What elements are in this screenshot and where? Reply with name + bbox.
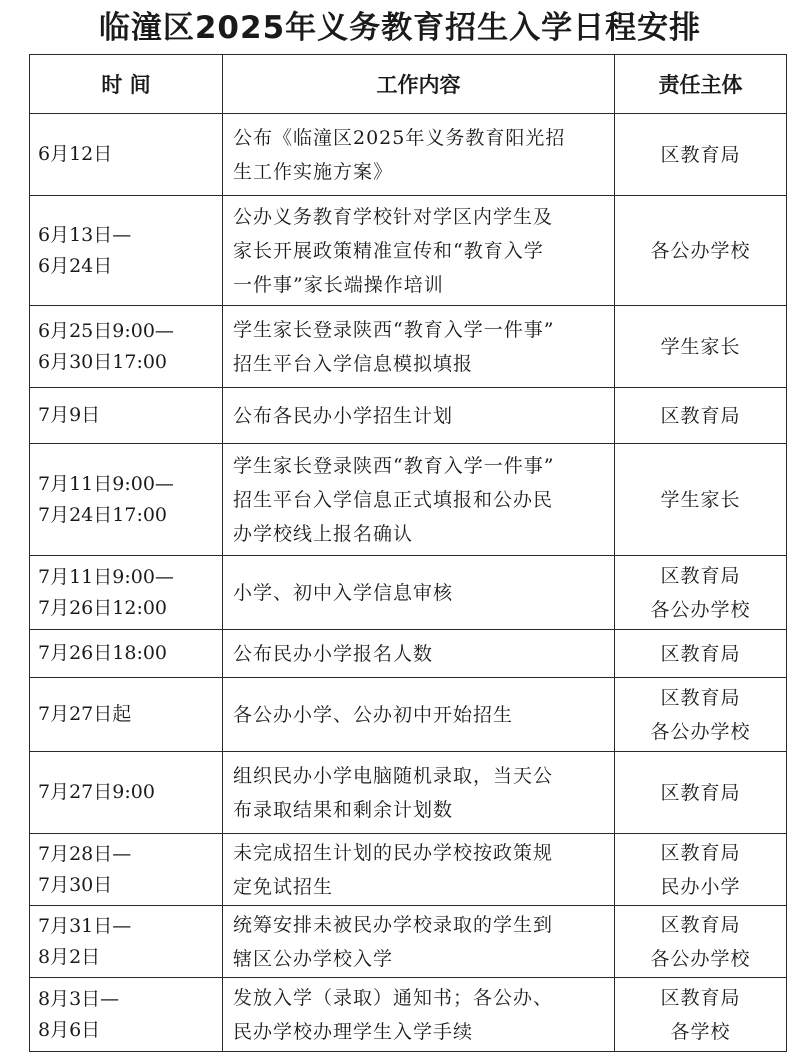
owner-cell: [615, 678, 787, 752]
owner-cell: [615, 444, 787, 556]
owner-cell: [615, 556, 787, 630]
time-cell: [30, 114, 223, 196]
table-row: [30, 114, 787, 196]
task-cell: [223, 752, 615, 834]
task-cell: [223, 196, 615, 306]
time-cell-line: 7月26日18:00: [38, 642, 168, 664]
owner-cell-line: 学生家长: [660, 488, 741, 511]
task-cell-line: 未完成招生计划的民办学校按政策规: [233, 841, 554, 864]
task-cell: [223, 444, 615, 556]
time-cell: [30, 978, 223, 1052]
task-cell: [223, 306, 615, 388]
owner-cell: [615, 388, 787, 444]
task-cell-line: 办学校线上报名确认: [233, 522, 414, 545]
task-cell: [223, 834, 615, 906]
time-cell: [30, 306, 223, 388]
owner-cell-line: 学生家长: [660, 335, 741, 358]
task-cell-line: 发放入学（录取）通知书；各公办、: [233, 986, 554, 1009]
table-row: [30, 906, 787, 978]
time-cell: [30, 630, 223, 678]
owner-cell: [615, 834, 787, 906]
owner-cell-line: 区教育局: [660, 404, 741, 427]
table-row: [30, 752, 787, 834]
time-cell-line: 7月24日17:00: [38, 503, 168, 526]
time-cell-line: 7月27日9:00: [38, 781, 155, 803]
table-row: [30, 556, 787, 630]
time-cell-line: 7月31日—: [38, 914, 132, 937]
task-cell-line: 布录取结果和剩余计划数: [233, 798, 454, 821]
time-cell: [30, 678, 223, 752]
table-row: [30, 444, 787, 556]
header-owner: 责任主体: [615, 55, 787, 114]
task-cell-line: 学生家长登录陕西“教育入学一件事”: [233, 318, 555, 341]
task-cell: [223, 388, 615, 444]
task-cell-line: 小学、初中入学信息审核: [233, 581, 454, 604]
time-cell-line: 7月11日9:00—: [38, 565, 174, 588]
owner-cell-line: 区教育局: [660, 986, 741, 1009]
time-cell-line: 6月25日9:00—: [38, 319, 174, 342]
owner-cell-line: 各学校: [670, 1020, 731, 1043]
task-cell-line: 家长开展政策精准宣传和“教育入学: [233, 239, 544, 262]
time-cell: [30, 556, 223, 630]
table-row: [30, 978, 787, 1052]
task-cell-line: 民办学校办理学生入学手续: [233, 1020, 474, 1043]
task-cell-line: 学生家长登录陕西“教育入学一件事”: [233, 454, 555, 477]
time-cell-line: 6月30日17:00: [38, 350, 168, 373]
schedule-table: [29, 54, 787, 1052]
owner-cell-line: 民办小学: [660, 875, 741, 898]
time-cell-line: 7月26日12:00: [38, 596, 168, 619]
time-cell-line: 6月24日: [38, 254, 113, 277]
task-cell-line: 招生平台入学信息正式填报和公办民: [233, 488, 554, 511]
task-cell-line: 组织民办小学电脑随机录取，当天公: [233, 764, 554, 787]
owner-cell-line: 区教育局: [660, 686, 741, 709]
table-row: [30, 678, 787, 752]
task-cell-line: 统筹安排未被民办学校录取的学生到: [233, 913, 554, 936]
task-cell-line: 生工作实施方案》: [233, 160, 394, 183]
task-cell-line: 各公办小学、公办初中开始招生: [233, 703, 514, 726]
owner-cell-line: 区教育局: [660, 913, 741, 936]
time-cell: [30, 196, 223, 306]
time-cell: [30, 444, 223, 556]
owner-cell-line: 各公办学校: [650, 947, 751, 970]
time-cell-line: 8月3日—: [38, 987, 120, 1010]
owner-cell: [615, 196, 787, 306]
task-cell-line: 公办义务教育学校针对学区内学生及: [233, 205, 554, 228]
owner-cell: [615, 306, 787, 388]
task-cell-line: 招生平台入学信息模拟填报: [233, 352, 474, 375]
task-cell-line: 辖区公办学校入学: [233, 947, 394, 970]
task-cell: [223, 114, 615, 196]
time-cell-line: 7月11日9:00—: [38, 472, 174, 495]
time-cell-line: 7月27日起: [38, 703, 132, 725]
header-time: 时 间: [30, 55, 223, 114]
owner-cell: [615, 906, 787, 978]
task-cell: [223, 978, 615, 1052]
time-cell-line: 6月13日—: [38, 223, 132, 246]
task-cell-line: 公布民办小学报名人数: [233, 642, 434, 665]
task-cell-line: 定免试招生: [233, 875, 334, 898]
owner-cell-line: 各公办学校: [650, 598, 751, 621]
task-cell-line: 一件事”家长端操作培训: [233, 273, 444, 296]
time-cell: [30, 834, 223, 906]
owner-cell-line: 各公办学校: [650, 720, 751, 743]
time-cell-line: 8月2日: [38, 945, 101, 968]
table-row: [30, 630, 787, 678]
owner-cell-line: 区教育局: [660, 143, 741, 166]
time-cell-line: 7月30日: [38, 873, 113, 896]
owner-cell-line: 区教育局: [660, 564, 741, 587]
task-cell: [223, 906, 615, 978]
time-cell-line: 8月6日: [38, 1018, 101, 1041]
time-cell-line: 6月12日: [38, 143, 113, 165]
header-task: 工作内容: [223, 55, 615, 114]
table-row: [30, 306, 787, 388]
owner-cell: [615, 114, 787, 196]
time-cell: [30, 388, 223, 444]
owner-cell-line: 区教育局: [660, 841, 741, 864]
table-row: [30, 196, 787, 306]
time-cell-line: 7月9日: [38, 404, 101, 426]
task-cell-line: 公布各民办小学招生计划: [233, 404, 454, 427]
task-cell: [223, 556, 615, 630]
task-cell-line: 公布《临潼区2025年义务教育阳光招: [233, 126, 566, 149]
owner-cell-line: 各公办学校: [650, 239, 751, 262]
task-cell: [223, 630, 615, 678]
table-row: [30, 388, 787, 444]
page-title: 临潼区2025年义务教育招生入学日程安排: [98, 10, 702, 46]
time-cell: [30, 906, 223, 978]
table-header-row: [30, 55, 787, 114]
owner-cell-line: 区教育局: [660, 642, 741, 665]
table-row: [30, 834, 787, 906]
task-cell: [223, 678, 615, 752]
owner-cell: [615, 978, 787, 1052]
time-cell: [30, 752, 223, 834]
owner-cell-line: 区教育局: [660, 781, 741, 804]
schedule-body: [30, 114, 787, 1052]
owner-cell: [615, 630, 787, 678]
time-cell-line: 7月28日—: [38, 842, 132, 865]
owner-cell: [615, 752, 787, 834]
